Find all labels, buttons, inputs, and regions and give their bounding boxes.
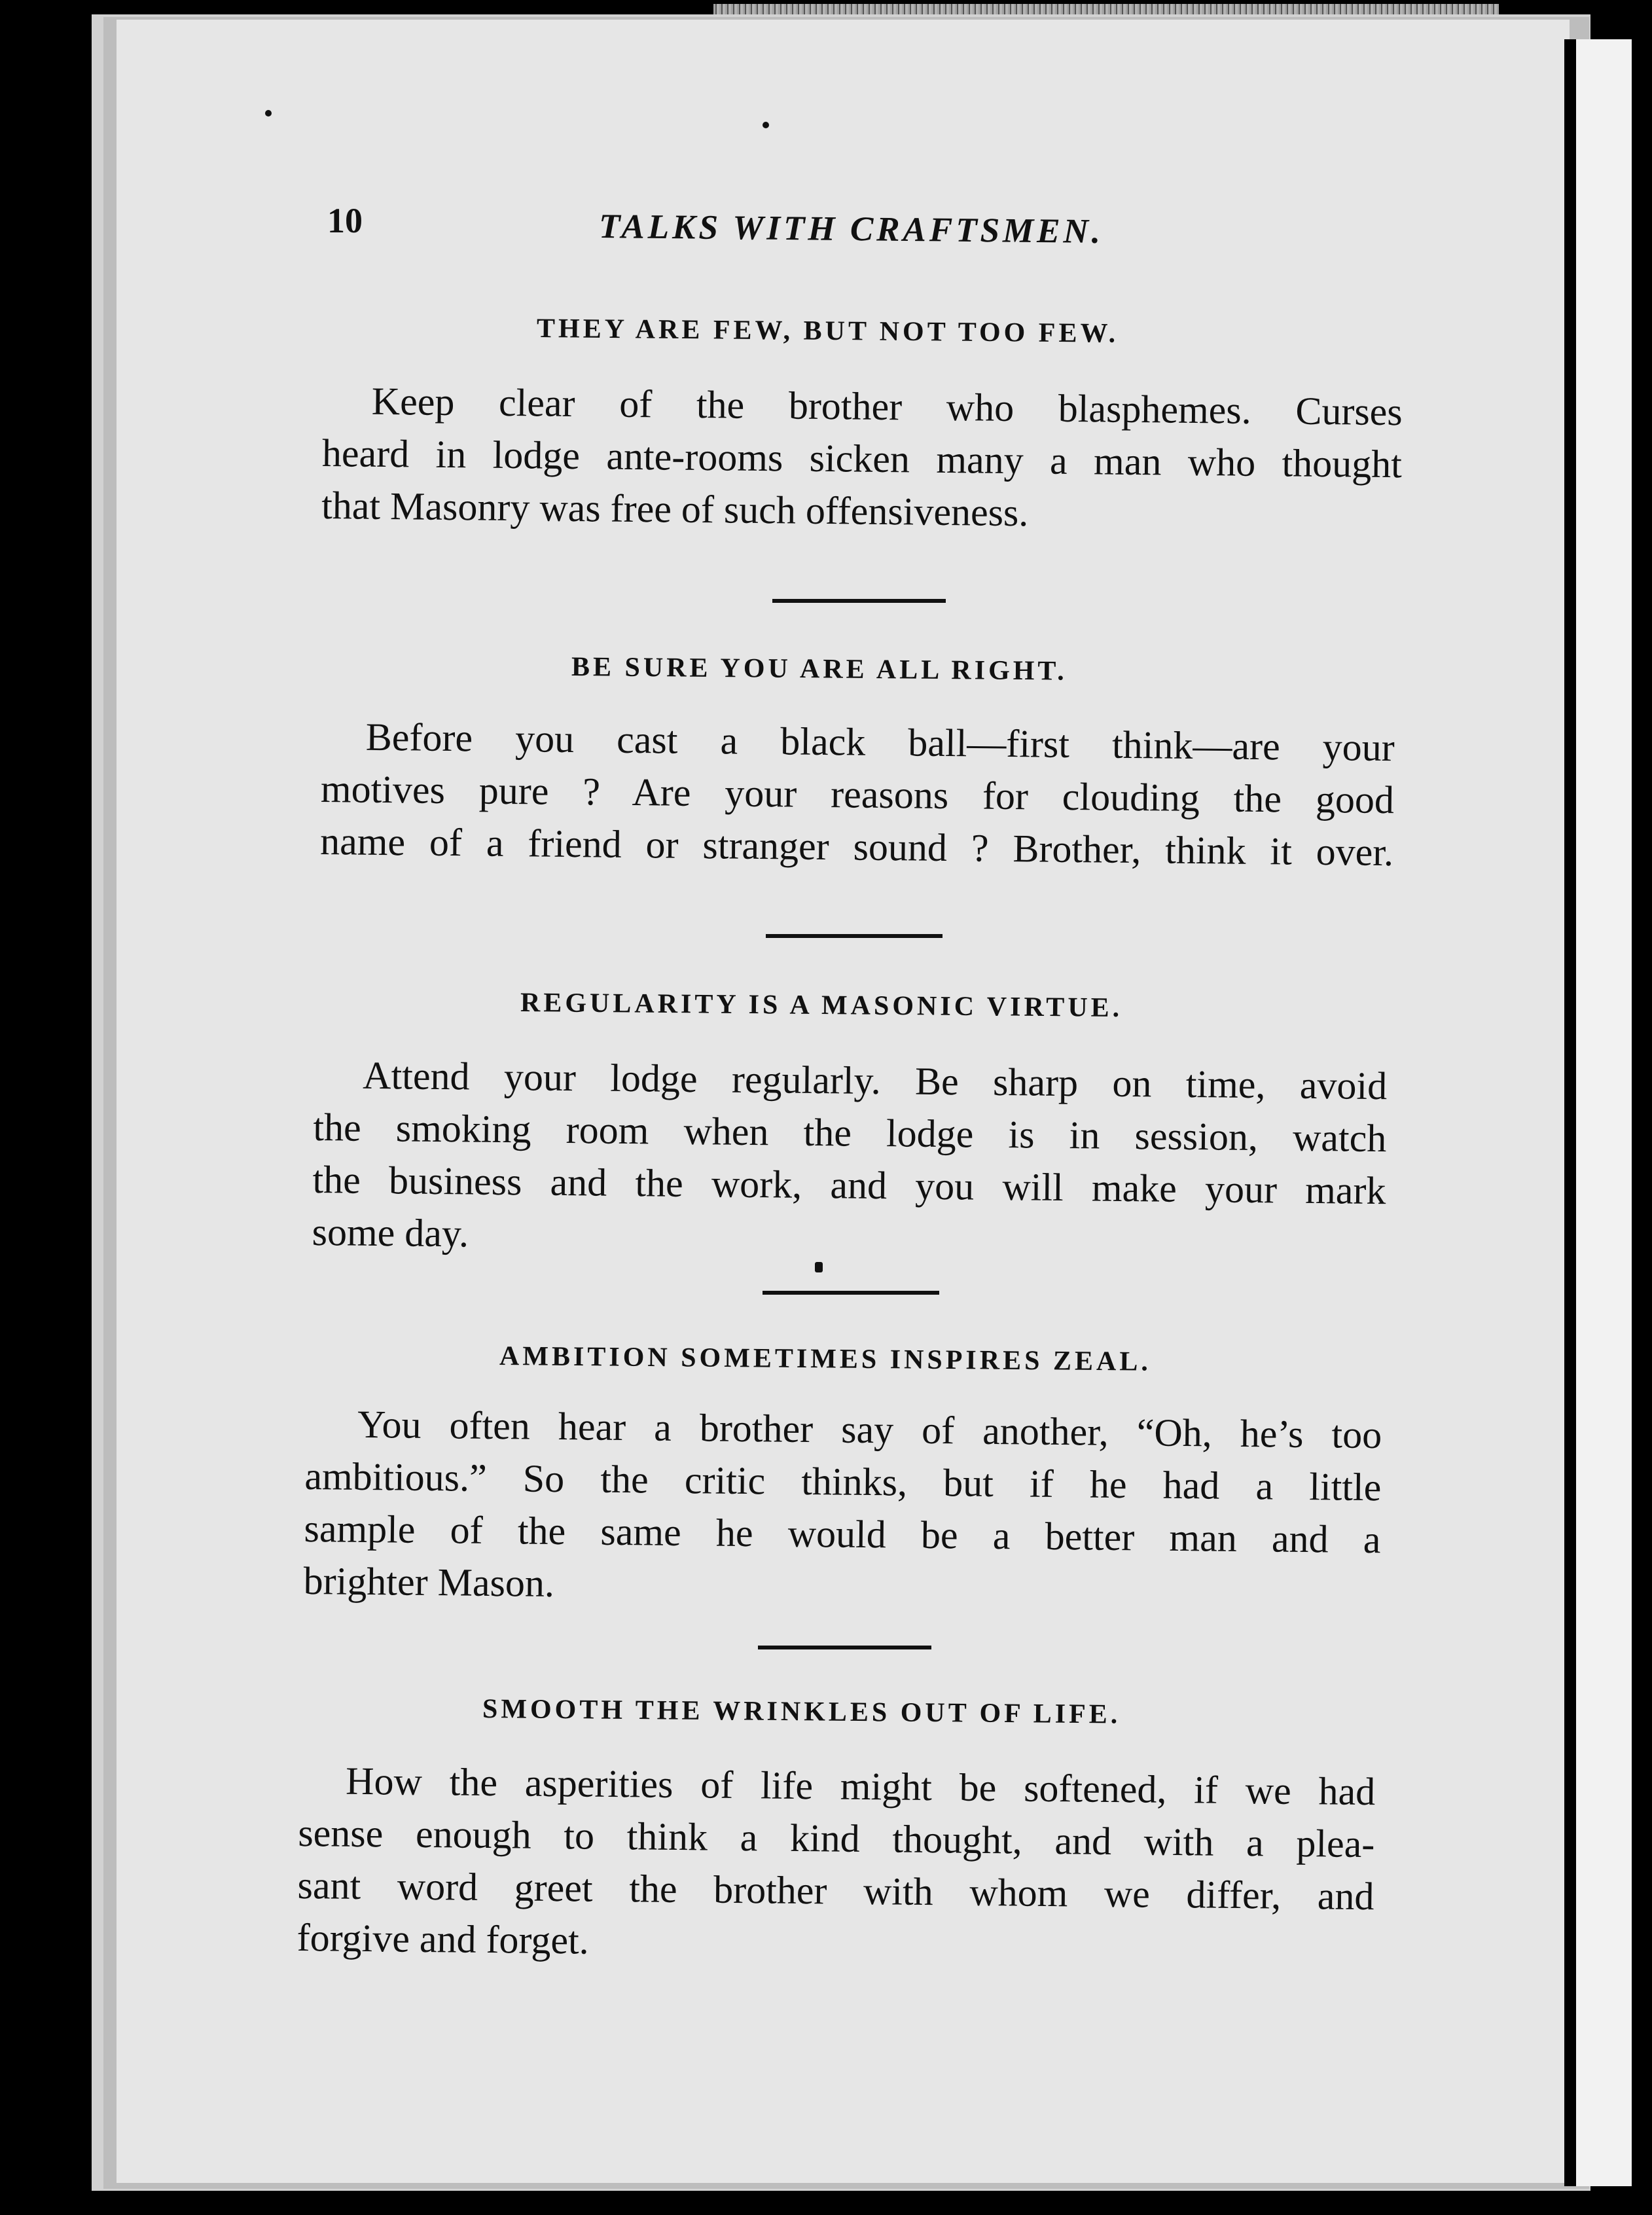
ink-speck xyxy=(815,1262,823,1272)
ink-speck xyxy=(763,122,769,128)
text-line: Before you cast a black ball—first think—are your xyxy=(365,715,1395,770)
section-heading: THEY ARE FEW, BUT NOT TOO FEW. xyxy=(536,314,1119,349)
section-divider xyxy=(758,1646,931,1649)
section-body xyxy=(321,374,1403,543)
text-line: forgive and forget. xyxy=(296,1915,590,1962)
text-line: the business and the work, and you will make your mark xyxy=(312,1157,1386,1213)
section-heading: BE SURE YOU ARE ALL RIGHT. xyxy=(571,652,1068,687)
section-heading: SMOOTH THE WRINKLES OUT OF LIFE. xyxy=(482,1694,1121,1730)
text-line: sense enough to think a kind thought, and with a plea- xyxy=(298,1811,1375,1866)
text-line: Attend your lodge regularly. Be sharp on time, avoid xyxy=(362,1053,1388,1108)
text-line: How the asperities of life might be softened, if we had xyxy=(345,1759,1376,1814)
text-line: ambitious.” So the critic thinks, but if he had a little xyxy=(304,1454,1382,1509)
text-line: that Masonry was free of such offensiveness. xyxy=(321,483,1029,535)
text-line: brighter Mason. xyxy=(303,1558,555,1606)
section-heading: REGULARITY IS A MASONIC VIRTUE. xyxy=(520,988,1123,1024)
section-body xyxy=(303,1397,1382,1618)
section-divider xyxy=(763,1291,939,1295)
section-body xyxy=(312,1049,1387,1269)
running-title: TALKS WITH CRAFTSMEN. xyxy=(598,207,1104,251)
text-line: Keep clear of the brother who blasphemes. Curses xyxy=(371,379,1403,434)
section-divider xyxy=(772,599,946,603)
facing-page-edge xyxy=(1564,39,1632,2186)
text-line: motives pure ? Are your reasons for clouding the good xyxy=(320,767,1395,822)
page-number: 10 xyxy=(327,201,363,240)
text-line: sant word greet the brother with whom we differ, and xyxy=(297,1863,1374,1918)
section-heading: AMBITION SOMETIMES INSPIRES ZEAL. xyxy=(499,1341,1152,1377)
text-line: name of a friend or stranger sound ? Brother, think it over. xyxy=(319,819,1394,874)
ink-speck xyxy=(265,110,272,117)
section-body xyxy=(320,710,1395,878)
section-body xyxy=(296,1754,1375,1975)
text-line: sample of the same he would be a better man and a xyxy=(304,1506,1381,1562)
text-line: some day. xyxy=(312,1210,469,1255)
page-header xyxy=(327,196,1178,262)
text-line: heard in lodge ante-rooms sicken many a man who thought xyxy=(321,431,1403,486)
text-line: the smoking room when the lodge is in session, watch xyxy=(313,1106,1387,1161)
section-divider xyxy=(766,934,943,938)
text-line: You often hear a brother say of another, “Oh, he’s too xyxy=(357,1402,1382,1457)
